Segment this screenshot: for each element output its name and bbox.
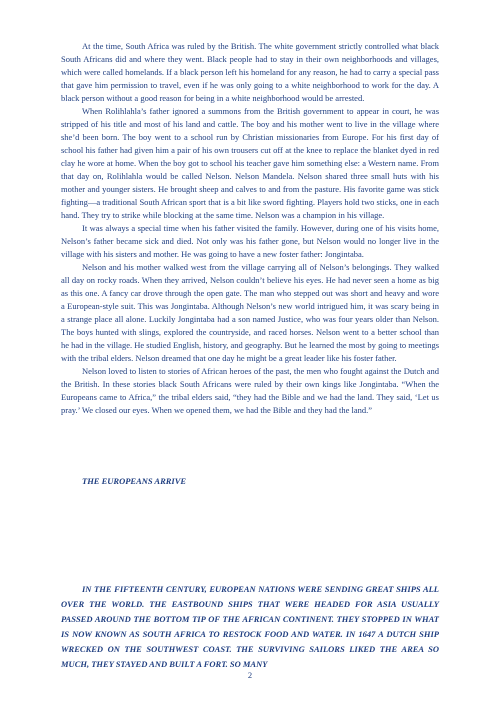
body-text [61, 40, 439, 417]
section-heading: THE EUROPEANS ARRIVE [82, 476, 187, 486]
paragraph-african-heroes: Nelson loved to listen to stories of African heroes of the past, the men who fought against the Dutch and the British. In these stories black South Africans were ruled by their own kings like Jongintaba. “When the Europeans came to Africa,” the tribal elders said, “they had the Bible and we had the land. They said, ‘Let us pray.’ We closed our eyes. When we opened them, we had the Bible and they had the land.” [61, 366, 439, 415]
paragraph-jongintaba: Nelson and his mother walked west from the village carrying all of Nelson’s belongings. They walked all day on rocky roads. When they arrived, Nelson couldn’t believe his eyes. He had never seen a home as big as this one. A fancy car drove through the open gate. The man who stepped out was short and heavy and wore a European-style suit. This was Jongintaba. Although Nelson’s new world intrigued him, it was scary being in a strange place all alone. Luckily Jongintaba had a son named Justice, who was four years older than Nelson. The boys hunted with slings, explored the countryside, and raced horses. Nelson went to a better school than he had in the village. He studied English, history, and geography. But he learned the most by going to meetings with the tribal elders. Nelson dreamed that one day he might be a great leader like his foster father. [61, 262, 439, 363]
paragraph-father-death: It was always a special time when his father visited the family. However, during one of his visits home, Nelson’s father became sick and died. Not only was his father gone, but Nelson would no longer live in the village with his sisters and mother. He was going to have a new foster father: Jongintaba. [61, 223, 439, 259]
section-text: IN THE FIFTEENTH CENTURY, EUROPEAN NATIONS WERE SENDING GREAT SHIPS ALL OVER THE WORLD. THE EASTBOUND SHIPS THAT WERE HEADED FOR ASIA USUALLY PASSED AROUND THE BOTTOM TIP OF THE AFRICAN CONTINENT. THEY STOPPED IN WHAT IS NOW KNOWN AS SOUTH AFRICA TO RESTOCK FOOD AND WATER. IN 1647 A DUTCH SHIP WRECKED ON THE SOUTHWEST COAST. THE SURVIVING SAILORS LIKED THE AREA SO MUCH, THEY STAYED AND BUILT A FORT. SO MANY [61, 584, 439, 669]
paragraph-british-rule: At the time, South Africa was ruled by the British. The white government strictly controlled what black South Africans did and where they went. Black people had to stay in their own neighborhoods and villages, which were called homelands. If a black person left his homeland for any reason, he had to carry a special pass that gave him permission to travel, even if he was only going to a white neighborhood to work for the day. A black person without a good reason for being in a white neighborhood would be arrested. [61, 41, 439, 103]
page-number: 2 [247, 670, 253, 680]
paragraph-school-and-name: When Rolihlahla’s father ignored a summons from the British government to appear in court, he was stripped of his title and most of his land and cattle. The boy and his mother went to live in the village where she’d been born. The boy went to a school run by Christian missionaries from Europe. For his first day of school his father had given him a pair of his own trousers cut off at the knee to replace the blanket dyed in red clay he wore at home. When the boy got to school his teacher gave him something else: a Western name. From that day on, Rolihlahla would be called Nelson. Nelson Mandela. Nelson shared three small huts with his mother and younger sisters. He brought sheep and calves to and from the pasture. His favorite game was stick fighting—a traditional South African sport that is a bit like sword fighting. Players hold two sticks, one in each hand. They try to strike while blocking at the same time. Nelson was a champion in his village. [61, 106, 439, 220]
